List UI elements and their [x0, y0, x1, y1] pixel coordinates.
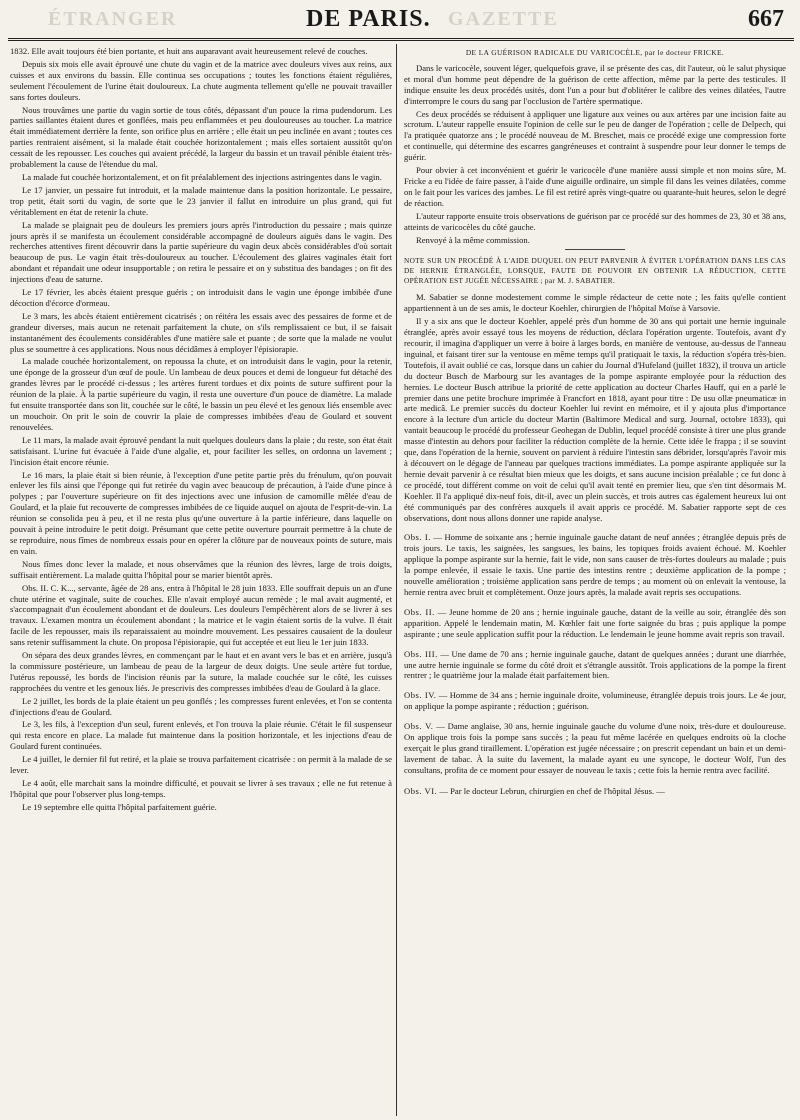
observation-text: — Par le docteur Lebrun, chirurgien en chef de l'hôpital Jésus. — — [439, 785, 665, 796]
paragraph: Le 4 août, elle marchait sans la moindre difficulté, et pouvait se livrer à ses travaux ; elle ne fut retenue à l'hôpital que pour l'observer plus long-temps. — [10, 778, 392, 799]
paragraph: Le 19 septembre elle quitta l'hôpital parfaitement guérie. — [22, 801, 217, 812]
observation — [404, 649, 786, 682]
observation-text: — Jeune homme de 20 ans ; hernie inguinale gauche, datant de la veille au soir, étranglée dès son apparition. Appelé le lendemain matin, M. Kœhler fait une forte saignée du bras ; puis applique la pompe aspirante ; une seule application suffit pour la réduction. Le lendemain le jeune homme avait repris son travail. — [404, 606, 786, 639]
paragraph: M. Sabatier se donne modestement comme le simple rédacteur de cette note ; les faits qu'elle contient appartiennent à un de ses amis, le docteur Koehler, chirurgien de l'hôpital Moïse à Varsovie. — [404, 292, 786, 314]
paragraph: Le 16 mars, la plaie était si bien réunie, à l'exception d'une petite partie près du frénulum, qu'on pouvait enlever les fils ainsi que l'éponge qui fut retirée du vagin avec beaucoup de précaution, à l'aide d'une pince à polypes ; par l'ouverture supérieure on fit des injections avec une infusion de camomille mêlée d'eau de Goulard, et la plaie fut recouverte de compresses imbibées de ce liquide auquel on ajouta de l'esprit-de-vin. La réunion se consolida peu à peu, et il ne resta plus qu'une ouverture à la partie inférieure, dans laquelle on pouvait à peine introduire le petit doigt. Présumant que cette petite ouverture pourrait permettre à la chute de se reproduire, nous fîmes de nombreux essais pour en opérer la clôture par de nouveaux points de suture, mais en vain. — [10, 469, 392, 556]
paragraph: Nous fîmes donc lever la malade, et nous observâmes que la réunion des lèvres, large de trois doigts, suffisait entièrement. La malade quitta l'hôpital pour se marier bientôt après. — [10, 558, 392, 580]
section-separator — [565, 249, 625, 250]
paragraph: L'auteur rapporte ensuite trois observations de guérison par ce procédé sur des hommes de 23, 30 et 38 ans, atteints de varicocèles du côté gauche. — [404, 210, 786, 232]
observation-text: — Une dame de 70 ans ; hernie inguinale gauche, datant de quelques années ; durant une diarrhée, une autre hernie inguinale se forme du côté droit et s'étrangle aussitôt. Trois applications de la pompe la firent rentrer ; le quatrième jour la malade était parfaitement bien. — [404, 648, 786, 681]
observation — [404, 786, 786, 797]
paragraph: Le 3 mars, les abcès étaient entièrement cicatrisés ; on réitéra les essais avec des pessaires de forme et de grandeur diverses, mais aucun ne retenait parfaitement la chute, on s'ils remplissaient ce but, il se faisait instantanément des écoulements considérables d'une matière sale et puante ; de sorte que la malade ne voulut plus se soumettre à ces applications. Nous nous décidâmes à employer l'épisiorapie. — [10, 310, 392, 354]
column-divider — [396, 44, 397, 1116]
observation-text: — Dame anglaise, 30 ans, hernie inguinale gauche du volume d'une noix, très-dure et douloureuse. On applique trois fois la pompe sans succès ; la peau fut même lacérée en quelques endroits où la cloche exerçait le plus grand tiraillement. L'opération est jugée nécessaire ; on prescrit cependant un bain et un demi-lavement de tabac. À la suite du lavement, la malade ayant eu une syncope, le docteur Wolf, l'un des consultans, profita de ce moment pour essayer de nouveau le taxis ; cette fois la hernie rentra avec facilité. — [404, 721, 786, 775]
masthead-ghost-left: ÉTRANGER — [48, 8, 178, 30]
observation-label: Obs. II. — [404, 606, 435, 617]
header-rule — [8, 38, 794, 41]
masthead-ghost-right: GAZETTE — [448, 8, 559, 30]
article-heading-hernie: NOTE SUR UN PROCÉDÉ À L'AIDE DUQUEL ON PEUT PARVENIR À ÉVITER L'OPÉRATION DANS LES CAS DE HERNIE ÉTRANGLÉE, LORSQUE, FAUTE DE POUVOIR EN OBTENIR LA RÉDUCTION, CETTE OPÉRATION EST JUGÉE NÉCESSAIRE ; par M. J. SABATIER. — [404, 256, 786, 286]
masthead — [8, 6, 794, 40]
paragraph: Le 3, les fils, à l'exception d'un seul, furent enlevés, et l'on trouva la plaie réunie. C'était le fil suspenseur qui resta encore en place. La malade fut maintenue dans la position horizontale, et les injections d'eau de Goulard furent continuées. — [10, 719, 392, 752]
observation-text: — Homme de soixante ans ; hernie inguinale gauche datant de neuf années ; étranglée depuis près de trois jours. Le taxis, les saignées, les sangsues, les bains, les topiques froids avaient échoué. M. Koehler applique la pompe aspirante sur la hernie, fait le vide, non sans causer de très-fortes douleurs au malade ; puis la pompe enlevée, il essaie le taxis. Une partie des intestins rentre ; deuxième application de la pompe ; nouvelle amélioration ; troisième application sans perdre de temps ; au moment où on enlevait la ventouse, la hernie rentra avec bruit et complètement. Onze jours après, la malade avait repris ses occupations. — [404, 532, 786, 597]
paragraph: Dans le varicocèle, souvent léger, quelquefois grave, il se présente des cas, dit l'auteur, où le salut physique et moral d'un homme peut dépendre de la guérison de cette affection, même par la perte des testicules. Il indique ensuite les deux procédés usités, dont l'un a pour but d'oblitérer le calibre des veines dilatées, l'autre d'interrompre le cours du sang par l'occlusion de l'artère spermatique. — [404, 62, 786, 106]
observation-label: Obs. V. — [404, 721, 434, 732]
left-column — [10, 46, 392, 1116]
paragraph: Ces deux procédés se réduisent à appliquer une ligature aux veines ou aux artères par une incision faite au scrotum. L'auteur rappelle ensuite l'opinion de celle sur le peu de danger de l'opération ; celle de Delpech, qui l'a pratiquée quatorze ans ; le procédé nouveau de M. Breschet, mais ce procédé exige une compression forte et continuelle, qui détermine des escarres gangréneuses et contraint à suspendre pour leur donner le temps de guérir. — [404, 108, 786, 163]
observation-text: — Homme de 34 ans ; hernie inguinale droite, volumineuse, étranglée depuis trois jours. Le 4e jour, on applique la pompe aspirante ; réduction ; guérison. — [404, 690, 786, 712]
observation-label: Obs. I. — [404, 532, 431, 543]
paragraph: Il y a six ans que le docteur Koehler, appelé près d'un homme de 30 ans qui portait une hernie inguinale étranglée, après avoir essayé tous les moyens de réduction, déclara l'opération urgente. Toutefois, avant d'y recourir, il imagina d'appliquer un verre à boire à larges bords, en manière de ventouse, au-dessus de l'anneau inguinal, et faisant tirer sur la ventouse en même temps qu'il pratiquait le taxis, la réduction s'opéra très-bien. Toutefois, il avait oublié ce cas, lorsque dans un cahier du Journal d'Hufeland (juillet 1832), il trouva un article du docteur Busch de Marbourg sur les avantages de la pompe aspirante employée pour la réduction des hernies. Le docteur Busch attribue la priorité de cette application au docteur Charles Hauff, qui en a parlé le premier dans une petite brochure imprimée à Francfort en 1818, ayant pour titre : De usu ollæ pneumaticæ in arte medicâ. Le premier succès du docteur Koehler lui revint en mémoire, et il y ajouta plus d'importance encore à la lecture d'un article du docteur Martin (Baltimore Medical and surg. Journal, octobre 1833), qui vantait beaucoup le procédé du professeur Geohegan de Dublin, lequel procédé consiste à tirer une plus grande masse d'intestin au dehors pour faciliter la réduction complète de la hernie. Cette idée le frappa ; il se souvint que, dans l'opération de la hernie, souvent on parvient à réduire l'intestin sans débrider, lorsqu'après l'avoir mis à découvert on le dégage de l'anneau par quelques tractions immédiates. La pompe aspirante appliquée sur la hernie devait parvenir à ce résultat bien mieux que les doigts, et sans aucune incision préalable ; ce fut donc à ce procédé, tout différent comme on voit de celui qu'il avait tenté en premier lieu, que s'en tint désormais M. Koehler. Il l'a appliqué dix-neuf fois, dit-il, avec un plein succès, et trois autres cas également heureux lui ont été communiqués par des confrères auxquels il avait appris ce procédé. M. Sabatier rapporte sept de ces observations, dont nous allons donner une rapide analyse. — [404, 316, 786, 523]
paragraph: On sépara des deux grandes lèvres, en commençant par le haut et en avant vers le bas et en arrière, jusqu'à la commissure postérieure, un lambeau de peau de la largeur de deux doigts. Une seule artère fut tordue, l'utérus repoussé, les bords de l'incision réunis par la suture, la malade couchée sur le côté, les cuisses rapprochées du ventre et les genoux liés. Je prescrivis des compresses imbibées d'eau de Goulard à la glace. — [10, 650, 392, 693]
paragraph: La malade fut couchée horizontalement, et on fit préalablement des injections astringentes dans le vagin. — [22, 171, 382, 182]
observation — [404, 532, 786, 597]
paragraph: Le 2 juillet, les bords de la plaie étaient un peu gonflés ; les compresses furent enlevées, et l'on se contenta d'injections d'eau de Goulard. — [10, 695, 392, 717]
observation — [404, 690, 786, 712]
paragraph: La malade se plaignait peu de douleurs les premiers jours après l'introduction du pessaire ; mais quinze jours après il se manifesta un écoulement considérable accompagné de douleurs aiguës dans le vagin. Des recherches attentives firent découvrir dans la partie supérieure du vagin deux abcès considérables d'où sortait beaucoup de pus. Le vagin était très-douloureux au toucher. L'écoulement des glaires vaginales était fort abondant et répandait une odeur insupportable ; on retira le pessaire et on y substitua des bandages ; on fit des injections d'eau de saturne. — [10, 219, 392, 285]
paragraph: 1832. Elle avait toujours été bien portante, et huit ans auparavant avait heureusement relevé de couches. — [10, 46, 368, 56]
observation-paragraph: Obs. II. C. K..., servante, âgée de 28 ans, entra à l'hôpital le 28 juin 1833. Elle souffrait depuis un an d'une chute utérine et vaginale, suite de couches. Elle n'avait employé aucun remède ; le mal avait augmenté, et s'accompagnait d'un écoulement abondant et de douleurs. Les douleurs l'empêchèrent alors de se livrer à ses travaux. L'examen montra un écoulement abondant ; la matrice et le vagin étaient sortis de la vulve. Il était facile de les repousser, mais ils reparaissaient au moindre mouvement. Les pessaires causaient de la douleur sans retenir suffisamment la chute. On proposa l'épisiorapie, qui fut acceptée et eut lieu le 1er juin 1833. — [10, 582, 392, 648]
observation-label: Obs. VI. — [404, 785, 438, 796]
paragraph: Pour obvier à cet inconvénient et guérir le varicocèle d'une manière aussi simple et non moins sûre, M. Fricke a eu l'idée de faire passer, à l'aide d'une aiguille ordinaire, un simple fil dans les veines dilatées, comme on le fait pour les varices des jambes. Le fil est retiré après vingt-quatre ou quarante-huit heures, selon le degré de réaction. — [404, 165, 786, 208]
observation — [404, 607, 786, 640]
article-heading-varicocele: DE LA GUÉRISON RADICALE DU VARICOCÈLE, par le docteur FRICKE. — [465, 48, 725, 57]
paragraph: Le 11 mars, la malade avait éprouvé pendant la nuit quelques douleurs dans la plaie ; du reste, son état était satisfaisant. L'urine fut évacuée à l'aide d'une algalie, et, pour faciliter les selles, on ordonna un lavement ; l'incision était encore réunie. — [10, 434, 392, 467]
paragraph: Nous trouvâmes une partie du vagin sortie de tous côtés, dépassant d'un pouce la rima pudendorum. Les parties saillantes étaient dures et gonflées, mais peu enflammées et peu douloureuses au toucher. La matrice était immédiatement derrière la fente, son orifice plus en arrière ; elle était un peu inclinée en avant ; toutes ces parties rentraient aisément, si la malade était couchée horizontalement ; mais elles sortaient aussitôt qu'on cessait de les repousser. Les couches qui avaient précédé, la largeur du bassin et un travail pénible étaient très-probablement la cause de l'étendue du mal. — [10, 104, 392, 170]
paragraph: Le 4 juillet, le dernier fil fut retiré, et la plaie se trouva parfaitement cicatrisée : on permit à la malade de se lever. — [10, 754, 392, 776]
paragraph: Renvoyé à la même commission. — [416, 234, 530, 245]
paragraph: Le 17 janvier, un pessaire fut introduit, et la malade maintenue dans la position horizontale. Le pessaire, trop petit, était sorti du vagin, de sorte que le 23 janvier il fallut en introduire un plus grand, qui fut véritablement en état de retenir la chute. — [10, 184, 392, 217]
paragraph: La malade couchée horizontalement, on repoussa la chute, et on introduisit dans le vagin, pour la retenir, une éponge de la grosseur d'un œuf de poule. Un lambeau de deux pouces et demi de longueur fut détaché des grandes lèvres par le procédé ci-dessus ; les artères furent tordues et dix points de suture suffirent pour la réunion de la plaie. À la partie supérieure du vagin, il resta une ouverture d'un pouce de diamètre. La malade fut ensuite transportée dans son lit, couchée sur le côté, le bassin un peu élevé et les genoux liés ensemble avec un mouchoir. On prit le soin de couvrir la plaie de compresses imbibées d'eau de Goulard et souvent renouvelées. — [10, 356, 392, 432]
paragraph: Le 17 février, les abcès étaient presque guéris ; on introduisit dans le vagin une éponge imbibée d'une décoction d'écorce d'ormeau. — [10, 287, 392, 308]
right-column — [404, 46, 786, 1116]
observation-label: Obs. III. — [404, 648, 438, 659]
masthead-title: DE PARIS. — [306, 6, 431, 32]
page-number: 667 — [748, 6, 784, 32]
paragraph: Depuis six mois elle avait éprouvé une chute du vagin et de la matrice avec douleurs vives aux reins, aux cuisses et aux environs du bassin. Elle continua ses occupations ; toutes les fonctions étaient régulières, seulement l'écoulement de l'urine était douloureux. La chute augmenta tellement qu'elle ne pouvait travailler sans fortes douleurs. — [10, 58, 392, 102]
observation — [404, 721, 786, 776]
observation-label: Obs. IV. — [404, 690, 437, 701]
